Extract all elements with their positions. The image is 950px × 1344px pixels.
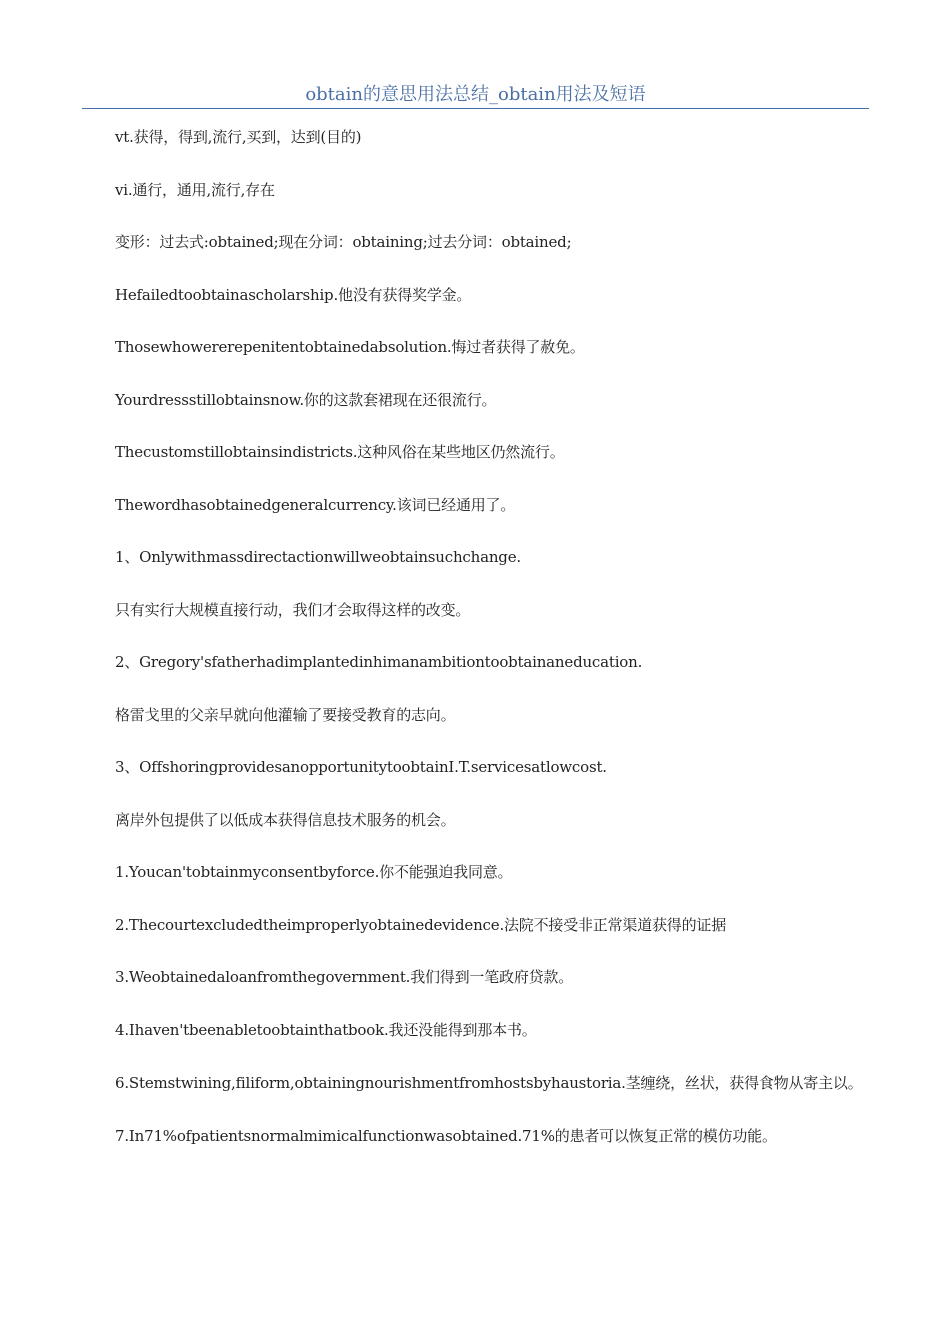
example-sentence: 6.Stemstwining,filiform,obtainingnourishmentfromhostsbyhaustoria.茎缠绕，丝状，获得食物从寄主以。: [115, 1073, 863, 1092]
example-translation: 离岸外包提供了以低成本获得信息技术服务的机会。: [115, 810, 456, 829]
example-sentence: 3、OffshoringprovidesanopportunitytoobtainI.T.servicesatlowcost.: [115, 758, 607, 776]
example-translation: 只有实行大规模直接行动，我们才会取得这样的改变。: [115, 600, 471, 619]
example-sentence: 1.Youcan'tobtainmyconsentbyforce.你不能强迫我同意。: [115, 863, 513, 881]
example-sentence: Yourdressstillobtainsnow.你的这款套裙现在还很流行。: [115, 390, 497, 409]
page-header-title: obtain的意思用法总结_obtain用法及短语: [305, 84, 646, 105]
example-translation: 格雷戈里的父亲早就向他灌输了要接受教育的志向。: [115, 705, 456, 724]
example-sentence: 3.Weobtainedaloanfromthegovernment.我们得到一笔政府贷款。: [115, 968, 574, 986]
paragraph-inflections: 变形：过去式:obtained;现在分词：obtaining;过去分词：obtained;: [115, 233, 572, 251]
example-sentence: Thewordhasobtainedgeneralcurrency.该词已经通用了。: [115, 495, 516, 514]
example-sentence: Thosewhowererepenitentobtainedabsolution.悔过者获得了赦免。: [115, 338, 585, 356]
example-sentence: 1、Onlywithmassdirectactionwillweobtainsuchchange.: [115, 548, 521, 566]
paragraph-definition-vi: vi.通行，通用,流行,存在: [115, 180, 275, 199]
example-sentence: 4.Ihaven'tbeenabletoobtainthatbook.我还没能得到那本书。: [115, 1020, 537, 1039]
example-sentence: 2、Gregory'sfatherhadimplantedinhimanambitiontoobtainaneducation.: [115, 653, 643, 671]
header-divider: [82, 108, 869, 109]
document-body: [82, 124, 869, 1149]
example-sentence: Thecustomstillobtainsindistricts.这种风俗在某些地区仍然流行。: [115, 443, 565, 461]
example-sentence: 7.In71%ofpatientsnormalmimicalfunctionwasobtained.71%的患者可以恢复正常的模仿功能。: [115, 1126, 777, 1145]
example-sentence: Hefailedtoobtainascholarship.他没有获得奖学金。: [115, 285, 472, 304]
paragraph-definition-vt: vt.获得，得到,流行,买到，达到(目的): [115, 128, 362, 146]
example-sentence: 2.Thecourtexcludedtheimproperlyobtainedevidence.法院不接受非正常渠道获得的证据: [115, 915, 727, 934]
